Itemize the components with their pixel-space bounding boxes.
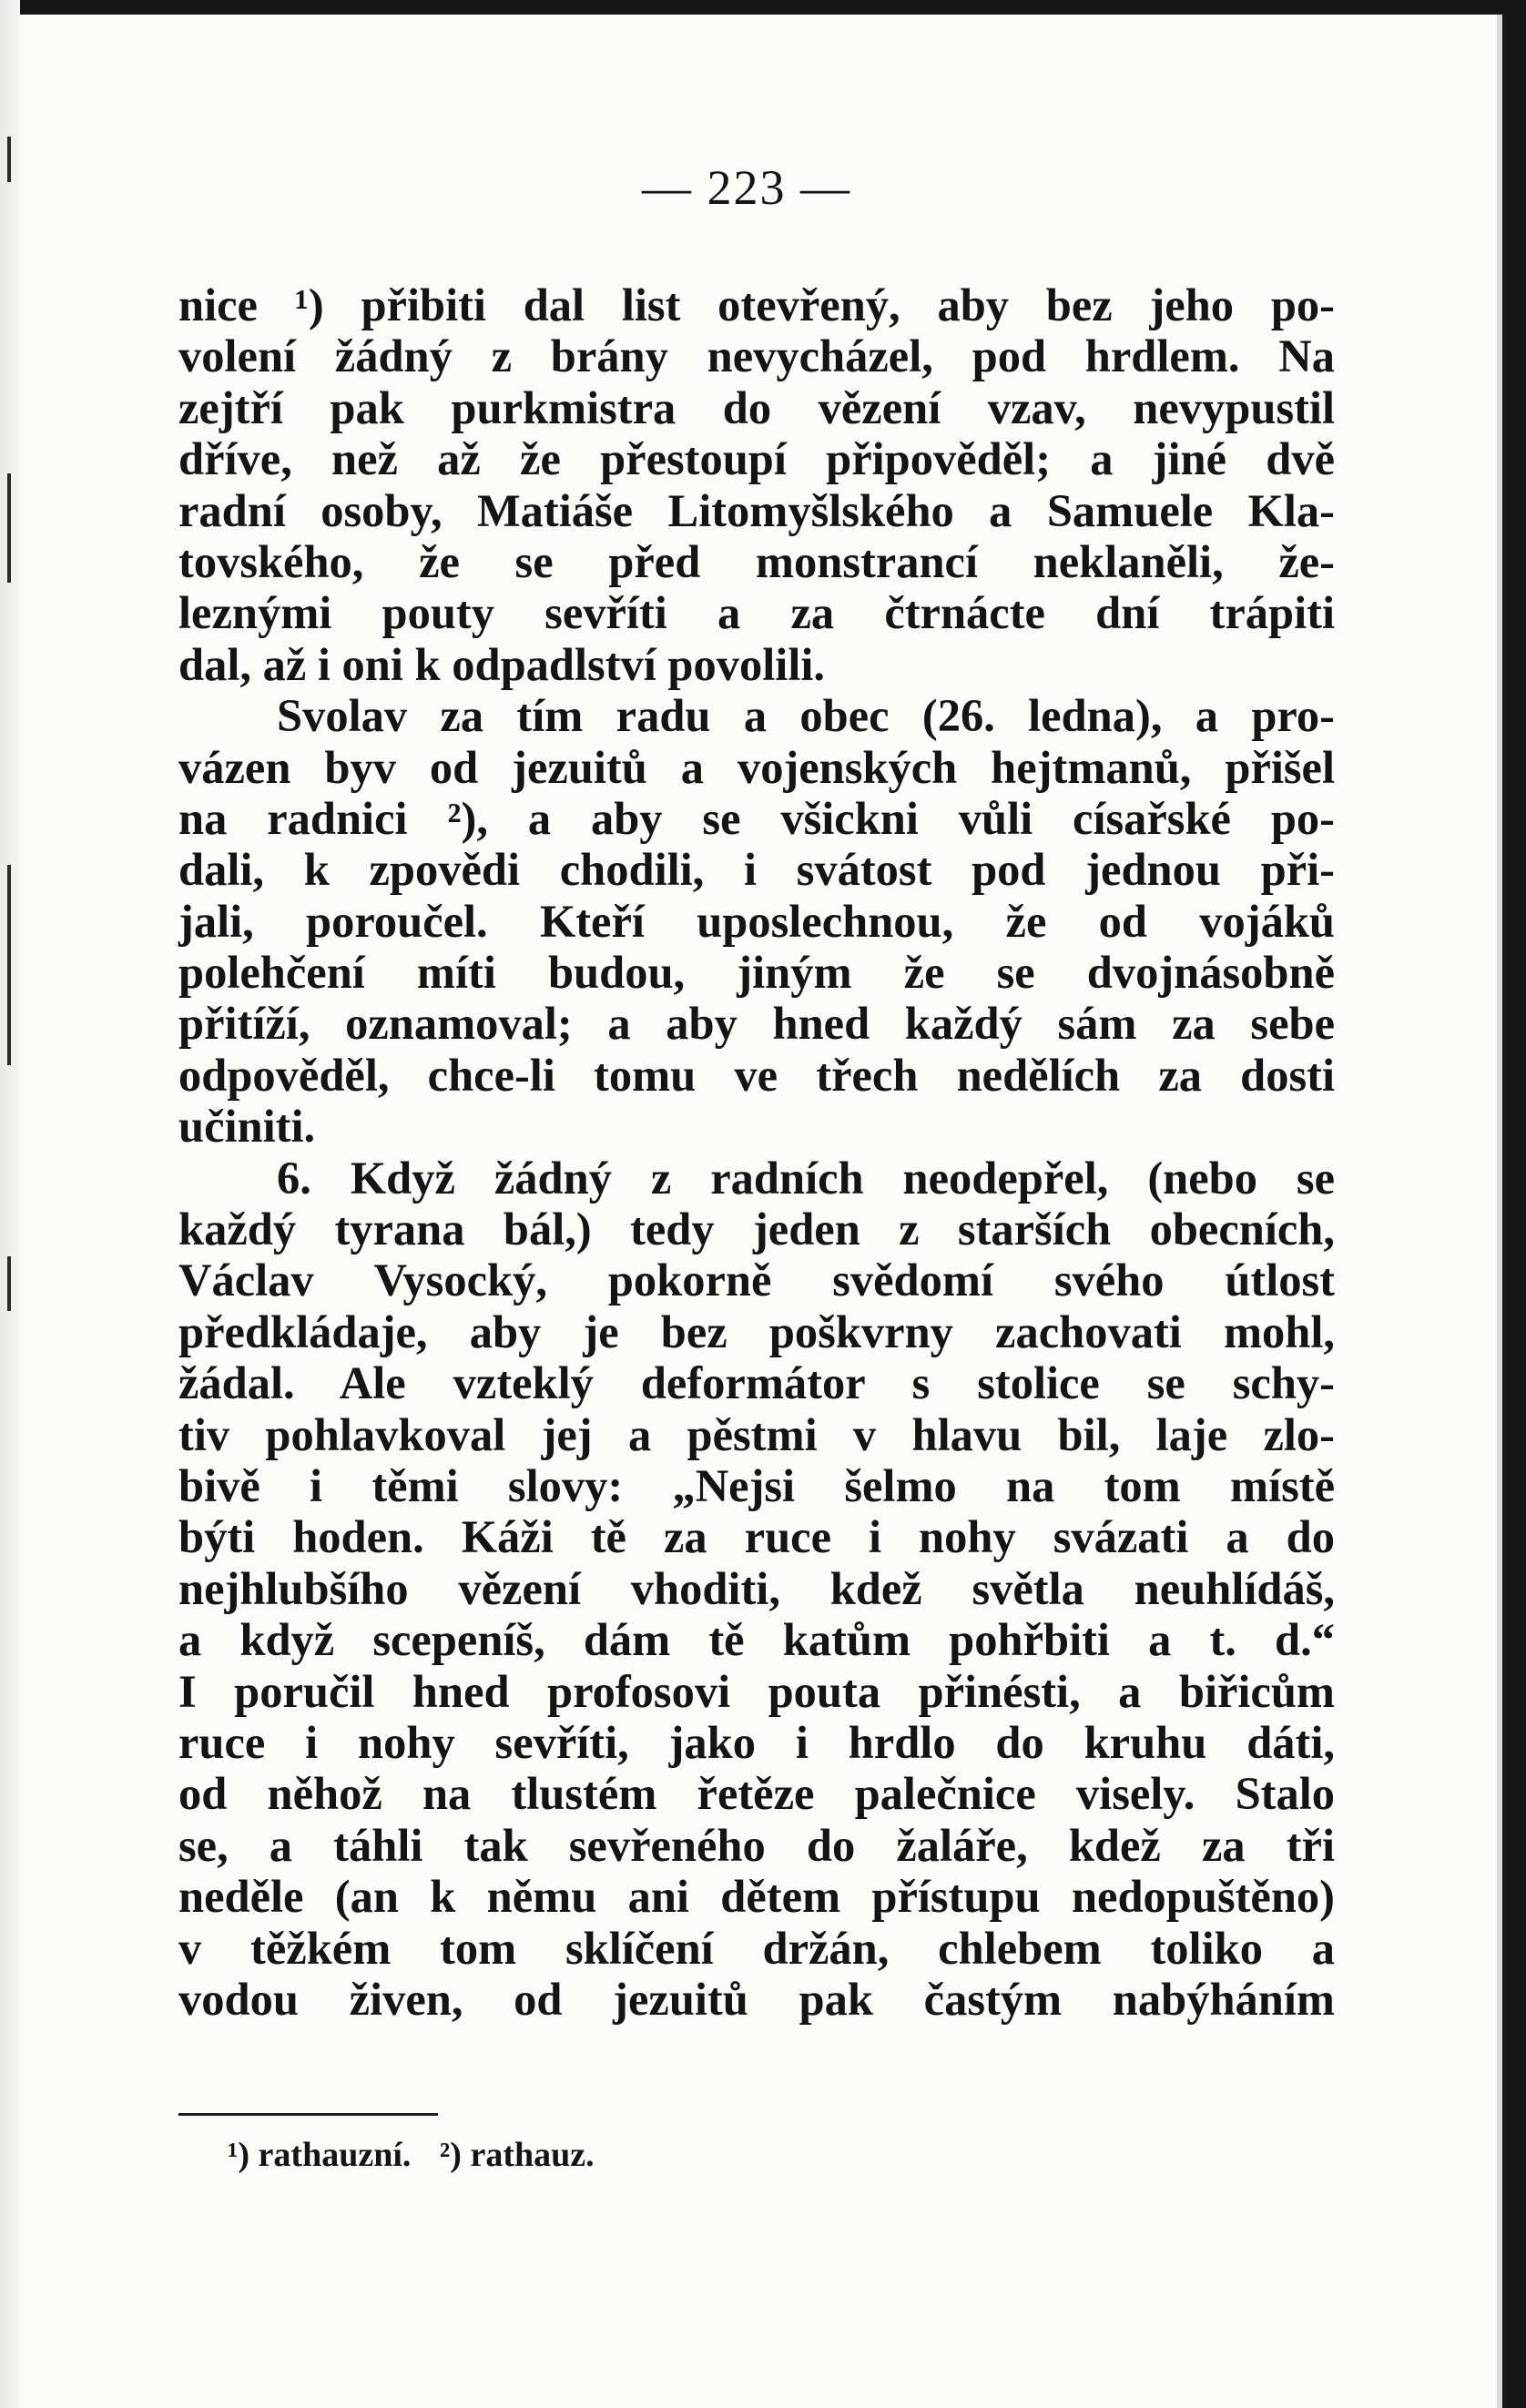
text-line: předkládaje, aby je bez poškvrny zachovati mohl,: [178, 1306, 1335, 1357]
text-line: jali, poroučel. Kteří uposlechnou, že od vojáků: [178, 895, 1335, 947]
footnote-2: ²) rathauz.: [439, 2136, 595, 2174]
text-line: dříve, než až že přestoupí připověděl; a jiné dvě: [178, 433, 1335, 485]
text-line: Václav Vysocký, pokorně svědomí svého útlost: [178, 1255, 1335, 1306]
text-line: vázen byv od jezuitů a vojenských hejtmanů, přišel: [178, 741, 1335, 793]
text-line: neděle (an k němu ani dětem přístupu nedopuštěno): [178, 1871, 1335, 1923]
text-line: na radnici ²), a aby se všickni vůli císařské po-: [178, 792, 1335, 844]
text-line: Svolav za tím radu a obec (26. ledna), a pro-: [277, 690, 1335, 742]
text-line: radní osoby, Matiáše Litomyšlského a Samuele Kla-: [178, 484, 1335, 536]
footnotes: [228, 2135, 615, 2175]
text-line: dali, k zpovědi chodili, i svátost pod jednou při-: [178, 844, 1335, 896]
text-line: vodou živen, od jezuitů pak častým nabýháním: [178, 1973, 1335, 2025]
text-line: polehčení míti budou, jiným že se dvojnásobně: [178, 947, 1335, 999]
footnote-divider: [178, 2113, 438, 2116]
text-line: dal, až i oni k odpadlství povolili.: [178, 638, 826, 690]
scan-left-edge: [0, 0, 20, 2408]
body-text: [178, 279, 1335, 2025]
scan-right-border: [1502, 0, 1526, 2408]
text-line: v těžkém tom sklíčení držán, chlebem toliko a: [178, 1922, 1335, 1974]
text-line: leznými pouty sevříti a za čtrnácte dní trápiti: [178, 587, 1335, 639]
text-line: nejhlubšího vězení vhoditi, kdež světla neuhlídáš,: [178, 1562, 1335, 1614]
footnote-1: ¹) rathauzní.: [228, 2136, 412, 2174]
scan-mark: [7, 473, 11, 583]
text-line: se, a táhli tak sevřeného do žaláře, kdež za tři: [178, 1819, 1335, 1871]
scan-mark: [7, 865, 11, 1065]
text-line: od něhož na tlustém řetěze palečnice visely. Stalo: [178, 1768, 1335, 1820]
scan-top-border: [0, 0, 1526, 15]
text-line: bivě i těmi slovy: „Nejsi šelmo na tom místě: [178, 1459, 1335, 1511]
text-line: přitíží, oznamoval; a aby hned každý sám za sebe: [178, 998, 1335, 1050]
text-line: 6. Když žádný z radních neodepřel, (nebo se: [277, 1152, 1335, 1204]
text-line: ruce i nohy sevříti, jako i hrdlo do kruhu dáti,: [178, 1716, 1335, 1768]
text-line: zejtří pak purkmistra do vězení vzav, nevypustil: [178, 381, 1335, 433]
text-line: tovského, že se před monstrancí neklaněli, že-: [178, 535, 1335, 587]
text-line: tiv pohlavkoval jej a pěstmi v hlavu bil, laje zlo-: [178, 1408, 1335, 1460]
page-number: — 223 —: [642, 160, 851, 215]
text-line: volení žádný z brány nevycházel, pod hrdlem. Na: [178, 330, 1335, 382]
scan-mark: [7, 1256, 11, 1311]
text-line: a když scepeníš, dám tě katům pohřbiti a t. d.“: [178, 1614, 1335, 1666]
text-line: odpověděl, chce-li tomu ve třech nedělích za dosti: [178, 1049, 1335, 1101]
text-line: býti hoden. Káži tě za ruce i nohy svázati a do: [178, 1511, 1335, 1563]
text-line: I poručil hned profosovi pouta přinésti, a biřicům: [178, 1665, 1335, 1717]
text-line: žádal. Ale vzteklý deformátor s stolice se schy-: [178, 1357, 1335, 1409]
text-line: nice ¹) přibiti dal list otevřený, aby bez jeho po-: [178, 279, 1335, 330]
text-line: učiniti.: [178, 1101, 316, 1153]
text-line: každý tyrana bál,) tedy jeden z starších obecních,: [178, 1204, 1335, 1255]
